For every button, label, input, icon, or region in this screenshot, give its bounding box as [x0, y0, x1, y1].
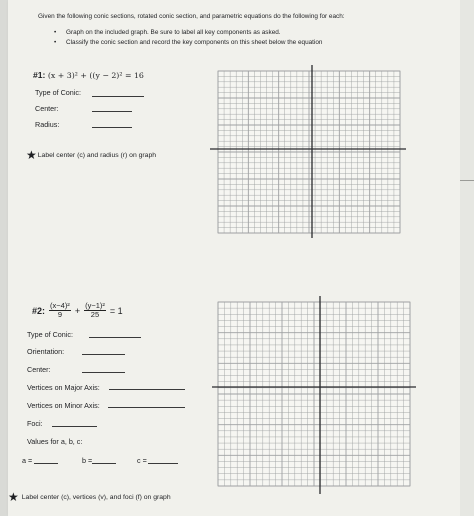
- problem1-radius-blank[interactable]: [92, 127, 132, 128]
- problem2-number: #2:: [32, 305, 46, 316]
- problem2-star-note-text: Label center (c), vertices (v), and foci (f) on graph: [21, 493, 171, 501]
- problem2-a-blank[interactable]: [34, 463, 58, 464]
- background-paper-line: [460, 180, 474, 181]
- instruction-bullet-2: • Classify the conic section and record the key components on this sheet below the equation: [66, 39, 323, 46]
- instruction-bullet-1: • Graph on the included graph. Be sure to label all key components as asked.: [66, 29, 281, 36]
- problem2-type-blank[interactable]: [89, 337, 141, 338]
- problem2-center-label: Center:: [27, 365, 51, 374]
- problem2-minor-vertices-label: Vertices on Minor Axis:: [27, 401, 100, 410]
- problem2-foci-label: Foci:: [27, 419, 43, 428]
- problem2-frac2-numerator: (y−1)²: [85, 301, 105, 310]
- graph-1[interactable]: [208, 65, 408, 240]
- problem1-center-label: Center:: [35, 104, 59, 113]
- grid-lines: [218, 302, 410, 486]
- problem2-fraction-x: [49, 302, 71, 319]
- graph-2[interactable]: [208, 296, 418, 496]
- problem2-major-vertices-label: Vertices on Major Axis:: [27, 383, 100, 392]
- problem1-number: #1:: [33, 70, 46, 80]
- problem2-header: [32, 302, 123, 319]
- problem2-plus: +: [74, 305, 81, 316]
- problem2-fraction-y: [84, 302, 106, 319]
- problem2-center-blank[interactable]: [82, 372, 125, 373]
- problem2-orientation-label: Orientation:: [27, 347, 65, 356]
- problem1-header: [33, 70, 144, 80]
- problem2-b-label: b =: [82, 456, 93, 465]
- problem2-minor-vertices-blank[interactable]: [108, 407, 185, 408]
- problem1-star-note: [26, 149, 156, 161]
- problem2-values-label: Values for a, b, c:: [27, 437, 83, 446]
- problem2-frac2-denominator: 25: [90, 310, 100, 319]
- problem2-type-label: Type of Conic:: [27, 330, 73, 339]
- problem1-center-blank[interactable]: [92, 111, 132, 112]
- problem2-b-blank[interactable]: [92, 463, 116, 464]
- problem2-foci-blank[interactable]: [52, 426, 97, 427]
- problem2-frac1-numerator: (x−4)²: [50, 301, 70, 310]
- problem2-orientation-blank[interactable]: [82, 354, 125, 355]
- problem2-c-label: c =: [137, 456, 147, 465]
- instructions-title: Given the following conic sections, rotated conic section, and parametric equations do the following for each:: [38, 13, 345, 20]
- problem1-equation: (x + 3)² + ((y − 2)² = 16: [47, 71, 144, 80]
- problem1-type-label: Type of Conic:: [35, 88, 81, 97]
- problem1-radius-label: Radius:: [35, 120, 60, 129]
- problem2-star-note: [8, 491, 171, 503]
- problem1-type-blank[interactable]: [92, 96, 144, 97]
- problem1-star-note-text: Label center (c) and radius (r) on graph: [37, 151, 157, 159]
- worksheet-page: [8, 0, 462, 516]
- problem2-rhs: = 1: [109, 305, 123, 316]
- problem2-a-label: a =: [22, 456, 33, 465]
- problem2-frac1-denominator: 9: [57, 310, 62, 319]
- problem2-c-blank[interactable]: [148, 463, 178, 464]
- problem2-major-vertices-blank[interactable]: [109, 389, 185, 390]
- grid-lines: [218, 71, 400, 233]
- background-paper-edge: [460, 0, 474, 516]
- star-icon: ★: [26, 148, 37, 162]
- star-icon: ★: [8, 490, 19, 504]
